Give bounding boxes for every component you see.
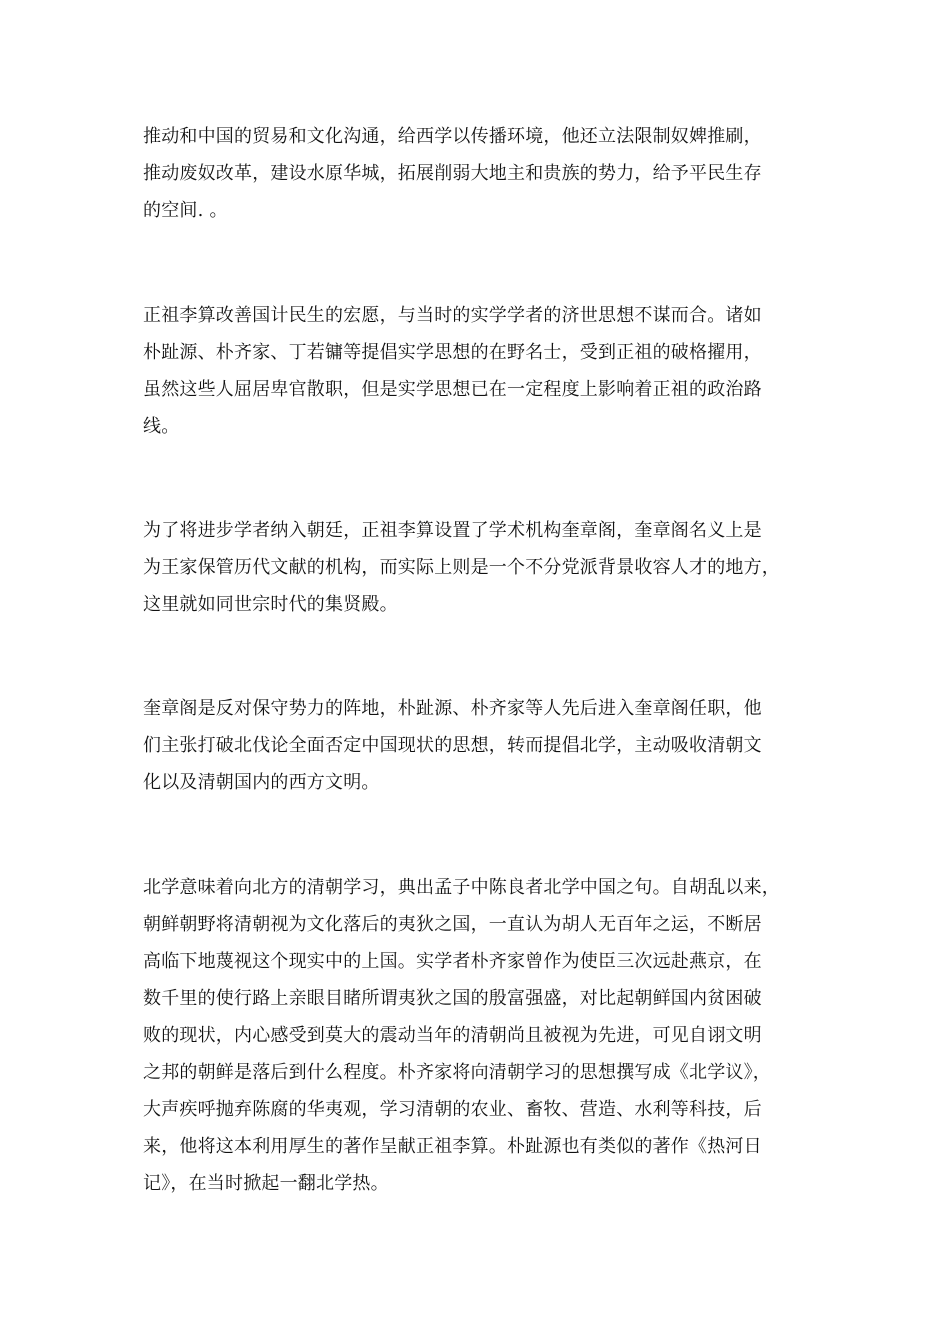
text-line: 线。: [143, 416, 180, 437]
text-line: 数千里的使行路上亲眼目睹所谓夷狄之国的殷富强盛，对比起朝鲜国内贫困破: [143, 988, 762, 1009]
text-line: 为王家保管历代文献的机构，而实际上则是一个不分党派背景收容人才的地方，: [143, 557, 780, 578]
text-line: 奎章阁是反对保守势力的阵地，朴趾源、朴齐家等人先后进入奎章阁任职，他: [143, 698, 762, 719]
text-line: 这里就如同世宗时代的集贤殿。: [143, 594, 398, 615]
paragraph-5: [143, 869, 813, 1202]
text-line: 之邦的朝鲜是落后到什么程度。朴齐家将向清朝学习的思想撰写成《北学议》，: [143, 1062, 771, 1083]
text-line: 推动和中国的贸易和文化沟通，给西学以传播环境，他还立法限制奴婢推刷，: [143, 126, 762, 147]
text-line: 化以及清朝国内的西方文明。: [143, 772, 380, 793]
text-line: 大声疾呼抛弃陈腐的华夷观，学习清朝的农业、畜牧、营造、水利等科技，后: [143, 1099, 762, 1120]
text-line: 虽然这些人屈居卑官散职，但是实学思想已在一定程度上影响着正祖的政治路: [143, 379, 762, 400]
text-line: 正祖李算改善国计民生的宏愿，与当时的实学学者的济世思想不谋而合。诸如: [143, 305, 762, 326]
text-line: 朝鲜朝野将清朝视为文化落后的夷狄之国，一直认为胡人无百年之运，不断居: [143, 914, 762, 935]
text-line: 为了将进步学者纳入朝廷，正祖李算设置了学术机构奎章阁，奎章阁名义上是: [143, 520, 762, 541]
text-line: 们主张打破北伐论全面否定中国现状的思想，转而提倡北学，主动吸收清朝文: [143, 735, 762, 756]
paragraph-1: [143, 118, 813, 229]
text-line: 朴趾源、朴齐家、丁若镛等提倡实学思想的在野名士，受到正祖的破格擢用，: [143, 342, 762, 363]
text-line: 高临下地蔑视这个现实中的上国。实学者朴齐家曾作为使臣三次远赴燕京，在: [143, 951, 762, 972]
paragraph-2: [143, 297, 813, 445]
text-line: 败的现状，内心感受到莫大的震动当年的清朝尚且被视为先进，可见自诩文明: [143, 1025, 762, 1046]
text-line: 推动废奴改革，建设水原华城，拓展削弱大地主和贵族的势力，给予平民生存: [143, 163, 762, 184]
text-line: 北学意味着向北方的清朝学习，典出孟子中陈良者北学中国之句。自胡乱以来，: [143, 877, 780, 898]
paragraph-4: [143, 690, 813, 801]
text-line: 记》，在当时掀起一翻北学热。: [143, 1173, 389, 1194]
text-line: 的空间. 。: [143, 200, 228, 221]
text-line: 来，他将这本利用厚生的著作呈献正祖李算。朴趾源也有类似的著作《热河日: [143, 1136, 762, 1157]
paragraph-3: [143, 512, 813, 623]
